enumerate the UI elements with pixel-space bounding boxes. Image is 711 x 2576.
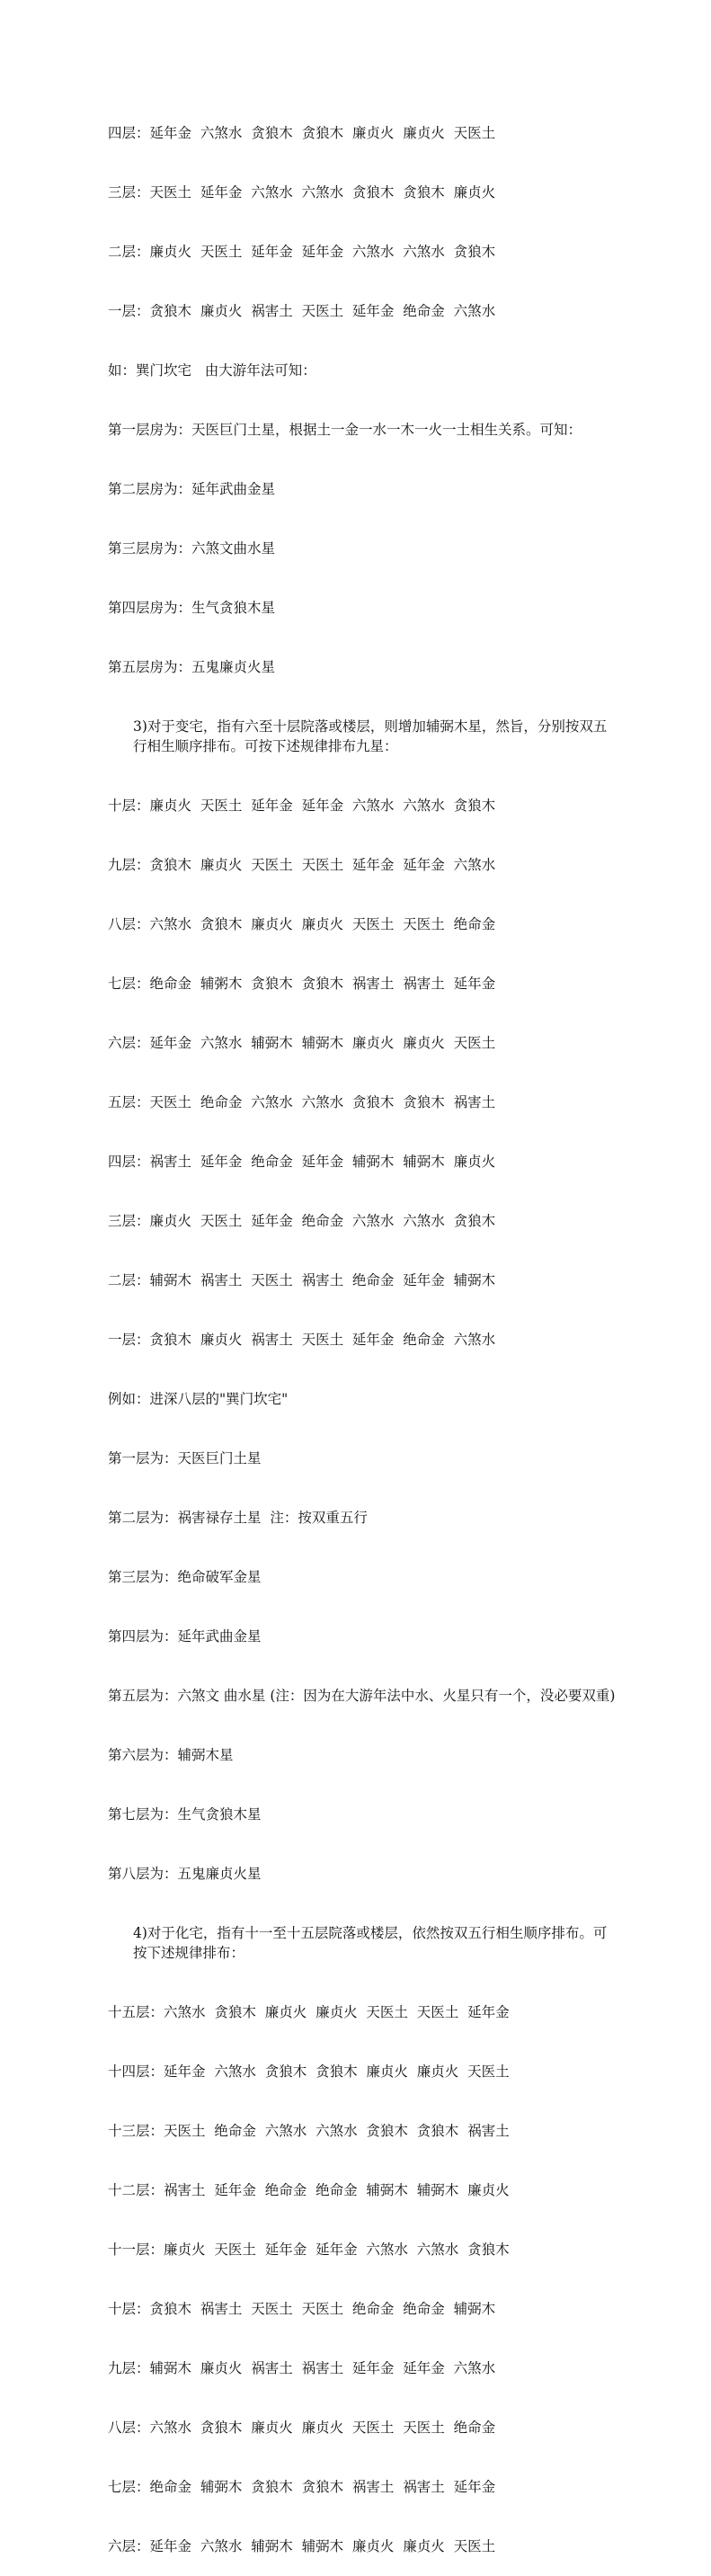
text-line: 十三层：天医土 绝命金 六煞水 六煞水 贪狼木 贪狼木 祸害土 — [108, 2123, 510, 2139]
text-line: 第六层为：辅弼木星 — [108, 1747, 234, 1763]
text-line: 十层：廉贞火 天医土 延年金 延年金 六煞水 六煞水 贪狼木 — [108, 798, 496, 814]
text-line: 第四层为：延年武曲金星 — [108, 1628, 262, 1645]
text-line: 十二层：祸害土 延年金 绝命金 绝命金 辅弼木 辅弼木 廉贞火 — [108, 2182, 510, 2198]
text-line: 第七层为：生气贪狼木星 — [108, 1806, 262, 1823]
text-line: 四层：延年金 六煞水 贪狼木 贪狼木 廉贞火 廉贞火 天医土 — [108, 125, 496, 141]
text-line: 例如：进深八层的"巽门坎宅" — [108, 1391, 289, 1407]
text-line: 第五层为：六煞文 曲水星 (注：因为在大游年法中水、火星只有一个，没必要双重) — [108, 1688, 616, 1704]
text-line: 十四层：延年金 六煞水 贪狼木 贪狼木 廉贞火 廉贞火 天医土 — [108, 2063, 510, 2080]
text-line: 第八层为：五鬼廉贞火星 — [108, 1866, 262, 1882]
text-line: 一层：贪狼木 廉贞火 祸害土 天医土 延年金 绝命金 六煞水 — [108, 303, 496, 319]
text-line: 第三层为：绝命破军金星 — [108, 1569, 262, 1585]
text-line: 如：巽门坎宅 由大游年法可知： — [108, 362, 316, 379]
text-line: 八层：六煞水 贪狼木 廉贞火 廉贞火 天医土 天医土 绝命金 — [108, 2420, 496, 2436]
section-paragraph: 3)对于变宅，指有六至十层院落或楼层，则增加辅弼木星，然旨，分别按双五行相生顺序排布。可按下述规律排布九星： — [133, 718, 608, 754]
document-body — [108, 84, 620, 2576]
text-line: 四层：祸害土 延年金 绝命金 延年金 辅弼木 辅弼木 廉贞火 — [108, 1154, 496, 1170]
text-line: 六层：延年金 六煞水 辅弼木 辅弼木 廉贞火 廉贞火 天医土 — [108, 2538, 496, 2554]
text-line: 十层：贪狼木 祸害土 天医土 天医土 绝命金 绝命金 辅弼木 — [108, 2301, 496, 2317]
text-line: 六层：延年金 六煞水 辅弼木 辅弼木 廉贞火 廉贞火 天医土 — [108, 1035, 496, 1051]
text-line: 第一层房为：天医巨门土星，根据土一金一水一木一火一土相生关系。可知： — [108, 422, 582, 438]
text-line: 十一层：廉贞火 天医土 延年金 延年金 六煞水 六煞水 贪狼木 — [108, 2242, 510, 2258]
text-line: 二层：辅弼木 祸害土 天医土 祸害土 绝命金 延年金 辅弼木 — [108, 1272, 496, 1288]
text-line: 第三层房为：六煞文曲水星 — [108, 540, 276, 557]
text-line: 七层：绝命金 辅粥木 贪狼木 贪狼木 祸害土 祸害土 延年金 — [108, 976, 496, 992]
text-line: 第二层房为：延年武曲金星 — [108, 481, 276, 497]
text-line: 十五层：六煞水 贪狼木 廉贞火 廉贞火 天医土 天医土 延年金 — [108, 2004, 510, 2020]
text-line: 三层：廉贞火 天医土 延年金 绝命金 六煞水 六煞水 贪狼木 — [108, 1213, 496, 1229]
text-line: 三层：天医土 延年金 六煞水 六煞水 贪狼木 贪狼木 廉贞火 — [108, 184, 496, 201]
text-line: 一层：贪狼木 廉贞火 祸害土 天医土 延年金 绝命金 六煞水 — [108, 1332, 496, 1348]
text-line: 第一层为：天医巨门土星 — [108, 1450, 262, 1466]
text-line: 第四层房为：生气贪狼木星 — [108, 600, 276, 616]
text-line: 第二层为：祸害禄存土星 注：按双重五行 — [108, 1510, 368, 1526]
text-line: 九层：贪狼木 廉贞火 天医土 天医土 延年金 延年金 六煞水 — [108, 857, 496, 873]
text-line: 二层：廉贞火 天医土 延年金 延年金 六煞水 六煞水 贪狼木 — [108, 244, 496, 260]
text-line: 第五层房为：五鬼廉贞火星 — [108, 659, 276, 675]
text-line: 五层：天医土 绝命金 六煞水 六煞水 贪狼木 贪狼木 祸害土 — [108, 1094, 496, 1110]
text-line: 九层：辅弼木 廉贞火 祸害土 祸害土 延年金 延年金 六煞水 — [108, 2360, 496, 2376]
section-paragraph: 4)对于化宅，指有十一至十五层院落或楼层，依然按双五行相生顺序排布。可按下述规律排布： — [133, 1925, 608, 1961]
text-line: 七层：绝命金 辅弼木 贪狼木 贪狼木 祸害土 祸害土 延年金 — [108, 2479, 496, 2495]
text-line: 八层：六煞水 贪狼木 廉贞火 廉贞火 天医土 天医土 绝命金 — [108, 916, 496, 932]
